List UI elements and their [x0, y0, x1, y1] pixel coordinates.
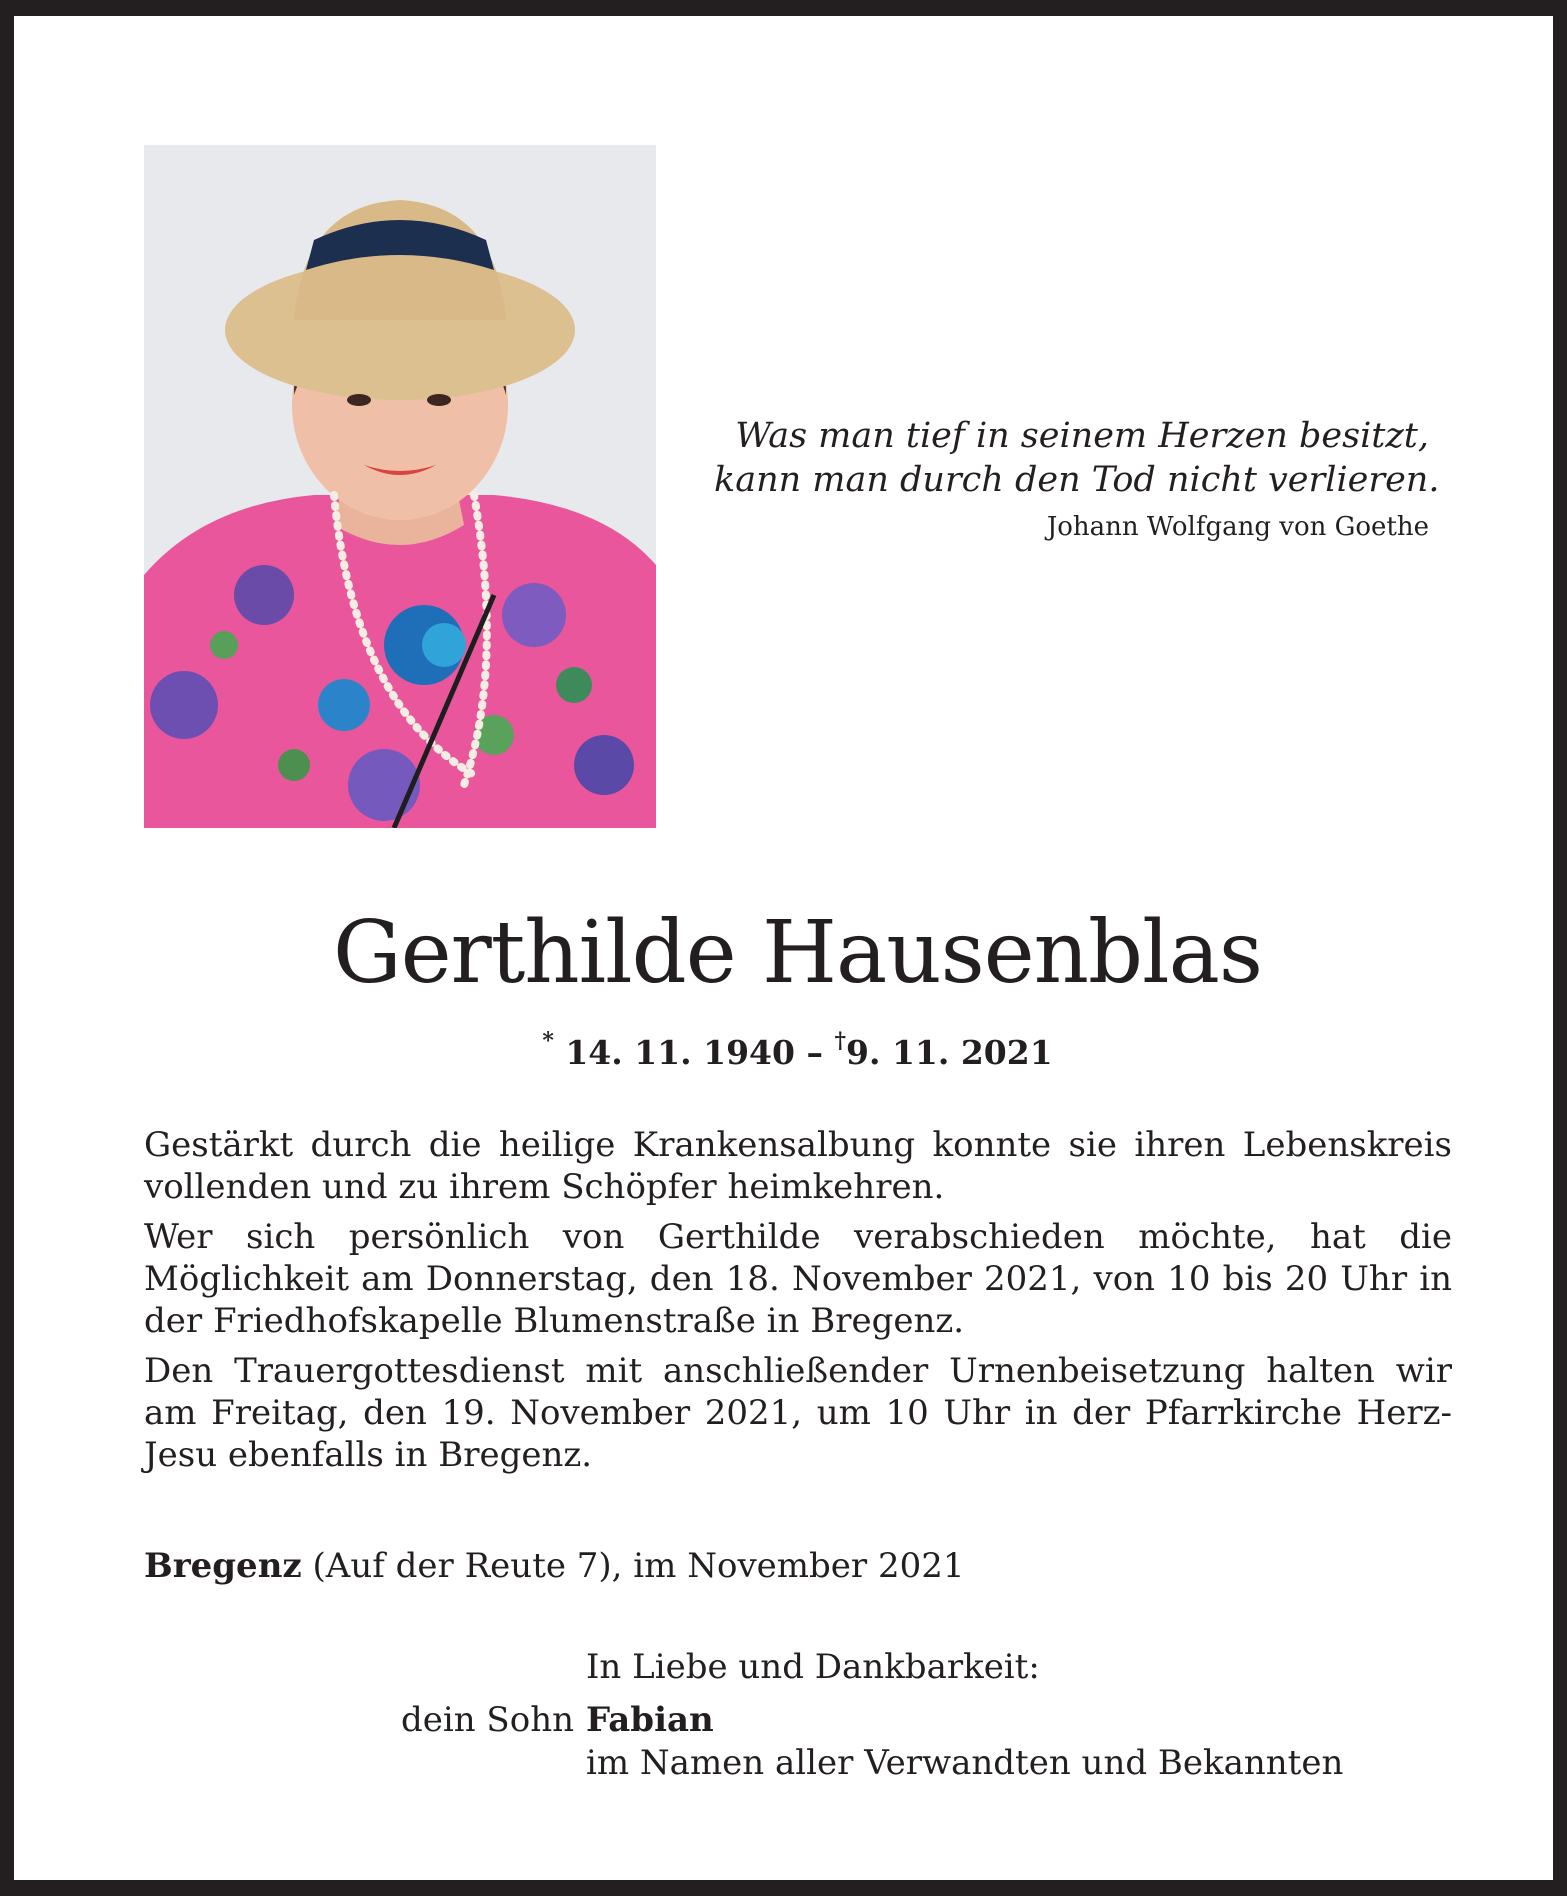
deceased-name: Gerthilde Hausenblas [333, 903, 1262, 1003]
quote-author: Johann Wolfgang von Goethe [1046, 512, 1429, 542]
place-city: Bregenz [144, 1546, 302, 1586]
family-line: im Namen aller Verwandten und Bekannten [586, 1743, 1344, 1783]
birth-symbol: * [542, 1028, 554, 1054]
life-dates [14, 1021, 1567, 1077]
body-paragraph-2: Wer sich persönlich von Gerthilde verabschieden möchte, hat die Möglichkeit am Donnerstag, den 18. November 2021, von 10 bis 20 Uhr in der Friedhofskapelle Blumenstraße in Bregenz. [144, 1217, 1452, 1341]
body-paragraph-3: Den Trauergottesdienst mit anschließender Urnenbeisetzung halten wir am Freitag, den 19. November 2021, um 10 Uhr in der Pfarrkirche Herz-Jesu ebenfalls in Bregenz. [144, 1351, 1452, 1475]
closing-line: In Liebe und Dankbarkeit: [586, 1647, 1040, 1687]
quote-block [714, 414, 1440, 544]
quote-line-1: Was man tief in seinem Herzen besitzt, [735, 416, 1429, 456]
son-name: Fabian [586, 1700, 714, 1740]
date-separator: – [806, 1033, 823, 1072]
birth-date: 14. 11. 1940 [565, 1033, 795, 1072]
place-and-date [144, 1544, 965, 1588]
portrait-illustration [144, 145, 656, 828]
obituary-body [144, 1124, 1452, 1484]
quote-line-2: kann man durch den Tod nicht verlieren. [714, 460, 1440, 500]
place-details: (Auf der Reute 7), im November 2021 [301, 1546, 965, 1586]
death-symbol: † [834, 1028, 846, 1054]
portrait-photo [144, 145, 656, 828]
son-prefix: dein Sohn [400, 1700, 574, 1740]
death-date: 9. 11. 2021 [846, 1033, 1053, 1072]
body-paragraph-1: Gestärkt durch die heilige Krankensalbung konnte sie ihren Lebenskreis vollenden und zu ihrem Schöpfer heimkehren. [144, 1125, 1452, 1207]
